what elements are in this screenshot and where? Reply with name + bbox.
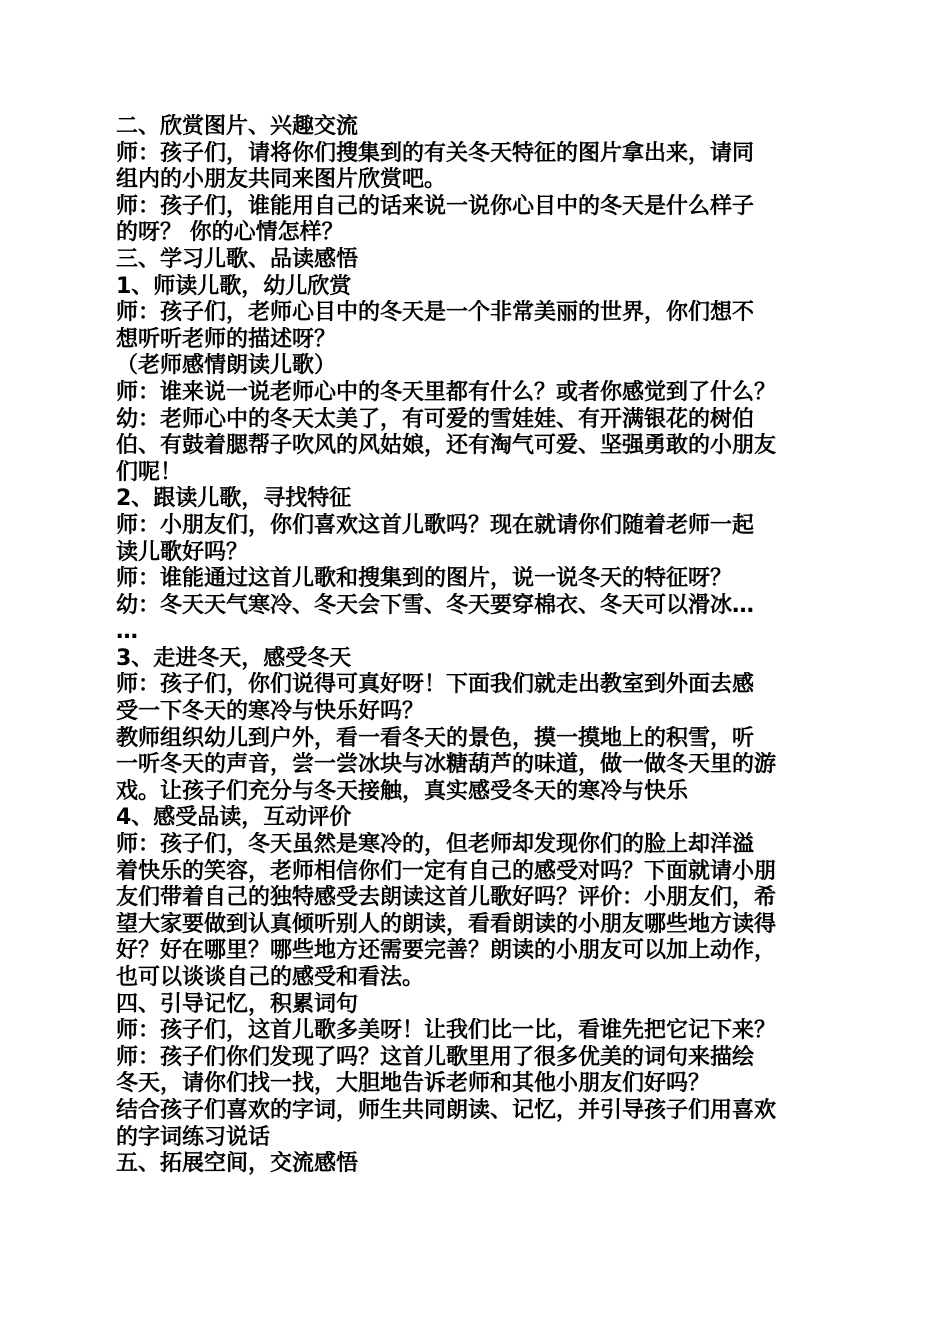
- text-line: 二、欣赏图片、兴趣交流: [116, 114, 359, 139]
- text-line: 读儿歌好吗？: [116, 539, 249, 565]
- text-line: 望大家要做到认真倾听别人的朗读，看看朗读的小朋友哪些地方读得: [116, 911, 777, 937]
- text-line: 着快乐的笑容，老师相信你们一定有自己的感受对吗？下面就请小朋: [116, 858, 777, 884]
- text-line: 冬天，请你们找一找，大胆地告诉老师和其他小朋友们好吗？: [116, 1071, 711, 1097]
- text-line: 师：谁能通过这首儿歌和搜集到的图片，说一说冬天的特征呀？: [116, 566, 733, 592]
- text-line: 2、跟读儿歌，寻找特征: [116, 486, 352, 512]
- document-body: [116, 114, 840, 1178]
- text-line: 也可以谈谈自己的感受和看法。: [116, 965, 425, 990]
- text-line: 组内的小朋友共同来图片欣赏吧。: [116, 167, 447, 193]
- text-line: …: [116, 619, 138, 645]
- text-line: 师：孩子们，请将你们搜集到的有关冬天特征的图片拿出来，请同: [116, 140, 755, 166]
- text-line: 戏。让孩子们充分与冬天接触，真实感受冬天的寒冷与快乐: [116, 778, 689, 804]
- text-line: 师：孩子们，老师心目中的冬天是一个非常美丽的世界，你们想不: [116, 300, 755, 326]
- text-line: 师：孩子们你们发现了吗？这首儿歌里用了很多优美的词句来描绘: [116, 1044, 755, 1070]
- text-line: 师：孩子们，冬天虽然是寒冷的，但老师却发现你们的脸上却洋溢: [116, 832, 755, 858]
- text-line: 结合孩子们喜欢的字词，师生共同朗读、记忆，并引导孩子们用喜欢: [116, 1097, 777, 1123]
- text-line: 1、师读儿歌，幼儿欣赏: [116, 273, 352, 299]
- text-line: 师：谁来说一说老师心中的冬天里都有什么？或者你感觉到了什么？: [116, 379, 777, 405]
- text-line: 幼：冬天天气寒冷、冬天会下雪、冬天要穿棉衣、冬天可以滑冰…: [116, 592, 755, 618]
- text-line: 四、引导记忆，积累词句: [116, 991, 359, 1017]
- text-line: 师：孩子们，你们说得可真好呀！下面我们就走出教室到外面去感: [116, 672, 755, 698]
- text-line: （老师感情朗读儿歌）: [116, 353, 337, 379]
- text-line: 三、学习儿歌、品读感悟: [116, 246, 359, 272]
- text-line: 师：小朋友们，你们喜欢这首儿歌吗？现在就请你们随着老师一起: [116, 512, 755, 538]
- text-line: 友们带着自己的独特感受去朗读这首儿歌好吗？评价：小朋友们，希: [116, 885, 777, 911]
- text-line: 五、拓展空间，交流感悟: [116, 1151, 359, 1177]
- text-line: 想听听老师的描述呀？: [116, 326, 337, 352]
- text-line: 师：孩子们，这首儿歌多美呀！让我们比一比，看谁先把它记下来？: [116, 1018, 777, 1044]
- text-line: 3、走进冬天，感受冬天: [116, 645, 352, 671]
- text-line: 伯、有鼓着腮帮子吹风的风姑娘，还有淘气可爱、坚强勇敢的小朋友: [116, 433, 777, 459]
- text-line: 师：孩子们，谁能用自己的话来说一说你心目中的冬天是什么样子: [116, 193, 755, 219]
- text-line: 受一下冬天的寒冷与快乐好吗？: [116, 699, 425, 725]
- text-line: 幼：老师心中的冬天太美了，有可爱的雪娃娃、有开满银花的树伯: [116, 406, 755, 432]
- text-line: 好？好在哪里？哪些地方还需要完善？朗读的小朋友可以加上动作，: [116, 938, 777, 964]
- text-line: 一听冬天的声音，尝一尝冰块与冰糖葫芦的味道，做一做冬天里的游: [116, 752, 777, 778]
- text-line: 教师组织幼儿到户外，看一看冬天的景色，摸一摸地上的积雪，听: [116, 725, 755, 751]
- text-line: 的呀？ 你的心情怎样？: [116, 220, 344, 246]
- text-line: 4、感受品读，互动评价: [116, 805, 352, 831]
- text-line: 的字词练习说话: [116, 1124, 271, 1150]
- text-line: 们呢！: [116, 459, 183, 485]
